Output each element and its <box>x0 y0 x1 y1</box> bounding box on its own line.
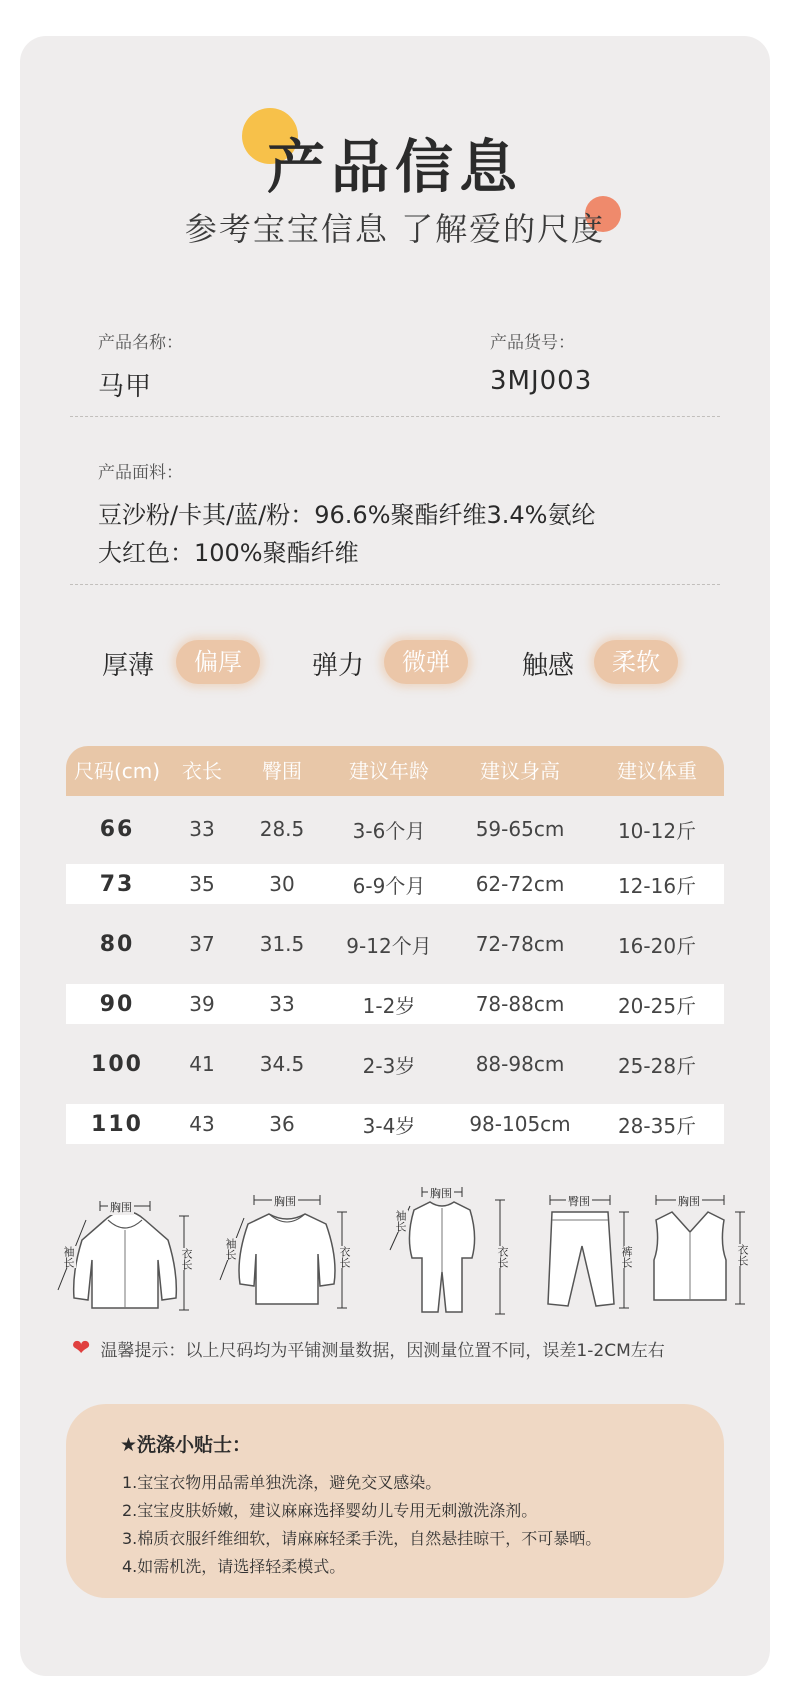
sleeve-label: 袖长 <box>62 1246 75 1268</box>
cell-height: 88-98cm <box>475 1052 565 1076</box>
cell-size: 66 <box>99 816 135 842</box>
table-row <box>66 864 724 904</box>
thickness-badge: 偏厚 <box>176 640 260 684</box>
cell-length: 33 <box>189 817 215 841</box>
cell-length: 41 <box>189 1052 215 1076</box>
chest-label: 胸围 <box>274 1195 296 1208</box>
table-row <box>66 1104 724 1144</box>
product-code-label: 产品货号： <box>490 333 575 353</box>
divider <box>70 584 720 585</box>
hoodie-icon <box>50 1180 200 1330</box>
cell-height: 62-72cm <box>475 872 565 896</box>
header-hip: 臀围 <box>262 759 302 783</box>
divider <box>70 416 720 417</box>
table-row <box>66 796 724 862</box>
cell-age: 3-4岁 <box>362 1113 416 1138</box>
chest-label: 胸围 <box>678 1195 700 1208</box>
elasticity-badge: 微弹 <box>384 640 468 684</box>
table-row <box>66 924 724 964</box>
wash-tip-item: 4.如需机洗，请选择轻柔模式。 <box>122 1557 346 1576</box>
cell-length: 39 <box>189 992 215 1016</box>
title-section <box>0 0 790 250</box>
table-row <box>66 1044 724 1084</box>
length-label: 衣长 <box>180 1248 193 1270</box>
cell-size: 100 <box>91 1051 143 1077</box>
cell-height: 59-65cm <box>475 817 565 841</box>
product-name-label: 产品名称： <box>98 333 183 353</box>
thickness-label: 厚薄 <box>102 651 155 681</box>
cell-weight: 12-16斤 <box>617 873 697 898</box>
wash-tip-item: 2.宝宝皮肤娇嫩，建议麻麻选择婴幼儿专用无刺激洗涤剂。 <box>122 1501 538 1520</box>
cell-hip: 30 <box>269 872 295 896</box>
chest-label: 胸围 <box>430 1187 452 1200</box>
pants-icon <box>524 1180 644 1330</box>
cell-size: 90 <box>99 991 135 1017</box>
cell-weight: 10-12斤 <box>617 818 697 843</box>
wash-tip-item: 1.宝宝衣物用品需单独洗涤，避免交叉感染。 <box>122 1473 442 1492</box>
chest-label: 胸围 <box>110 1201 132 1214</box>
sleeve-label: 袖长 <box>224 1238 237 1260</box>
page-title: 产品信息 <box>266 133 523 201</box>
sweater-icon <box>214 1180 364 1330</box>
measurement-diagrams <box>40 1180 750 1330</box>
cell-weight: 25-28斤 <box>617 1053 697 1078</box>
cell-hip: 36 <box>269 1112 295 1136</box>
sleeve-label: 袖长 <box>394 1210 407 1232</box>
cell-age: 9-12个月 <box>346 933 432 958</box>
header-height: 建议身高 <box>480 759 560 783</box>
fabric-line-1: 豆沙粉/卡其/蓝/粉：96.6%聚酯纤维3.4%氨纶 <box>98 501 596 529</box>
cell-hip: 31.5 <box>259 932 305 956</box>
cell-weight: 28-35斤 <box>617 1113 697 1138</box>
length-label: 衣长 <box>338 1246 351 1268</box>
cell-hip: 34.5 <box>259 1052 305 1076</box>
cell-age: 2-3岁 <box>362 1053 416 1078</box>
table-row <box>66 984 724 1024</box>
cell-height: 72-78cm <box>475 932 565 956</box>
size-table <box>66 746 724 1144</box>
cell-height: 78-88cm <box>475 992 565 1016</box>
table-header <box>66 746 724 796</box>
cell-length: 37 <box>189 932 215 956</box>
header-weight: 建议体重 <box>617 759 697 783</box>
tip-text: 温馨提示：以上尺码均为平铺测量数据，因测量位置不同，误差1-2CM左右 <box>100 1341 665 1361</box>
hip-label: 臀围 <box>568 1195 590 1208</box>
header-age: 建议年龄 <box>349 759 429 783</box>
measurement-tip <box>72 1336 665 1361</box>
cell-height: 98-105cm <box>469 1112 571 1136</box>
length-label: 衣长 <box>496 1246 509 1268</box>
wash-tips-title: ★洗涤小贴士： <box>120 1434 252 1456</box>
touch-badge: 柔软 <box>594 640 678 684</box>
wash-tips-box <box>66 1404 724 1598</box>
heart-icon: ❤ <box>72 1336 91 1361</box>
cell-weight: 20-25斤 <box>617 993 697 1018</box>
cell-length: 35 <box>189 872 215 896</box>
cell-weight: 16-20斤 <box>617 933 697 958</box>
cell-age: 6-9个月 <box>352 873 426 898</box>
page-subtitle: 参考宝宝信息 了解爱的尺度 <box>184 210 606 248</box>
length-label: 衣长 <box>736 1244 749 1266</box>
product-code-value: 3MJ003 <box>490 366 593 396</box>
cell-size: 80 <box>99 931 135 957</box>
fabric-line-2: 大红色：100%聚酯纤维 <box>98 539 359 567</box>
fabric-label: 产品面料： <box>98 463 183 483</box>
header-size: 尺码(cm) <box>73 759 161 783</box>
vest-icon <box>636 1180 756 1330</box>
elasticity-label: 弹力 <box>312 651 365 681</box>
cell-size: 73 <box>99 871 135 897</box>
cell-length: 43 <box>189 1112 215 1136</box>
cell-hip: 33 <box>269 992 295 1016</box>
pants-length-label: 裤长 <box>620 1246 633 1268</box>
header-length: 衣长 <box>182 759 222 783</box>
product-name-value: 马甲 <box>98 372 153 402</box>
cell-hip: 28.5 <box>259 817 305 841</box>
wash-tip-item: 3.棉质衣服纤维细软，请麻麻轻柔手洗，自然悬挂晾干，不可暴晒。 <box>122 1529 602 1548</box>
fabric-description <box>98 496 595 572</box>
romper-icon <box>374 1180 514 1330</box>
cell-age: 3-6个月 <box>352 818 426 843</box>
touch-label: 触感 <box>522 651 575 681</box>
cell-size: 110 <box>91 1111 143 1137</box>
cell-age: 1-2岁 <box>362 993 416 1018</box>
